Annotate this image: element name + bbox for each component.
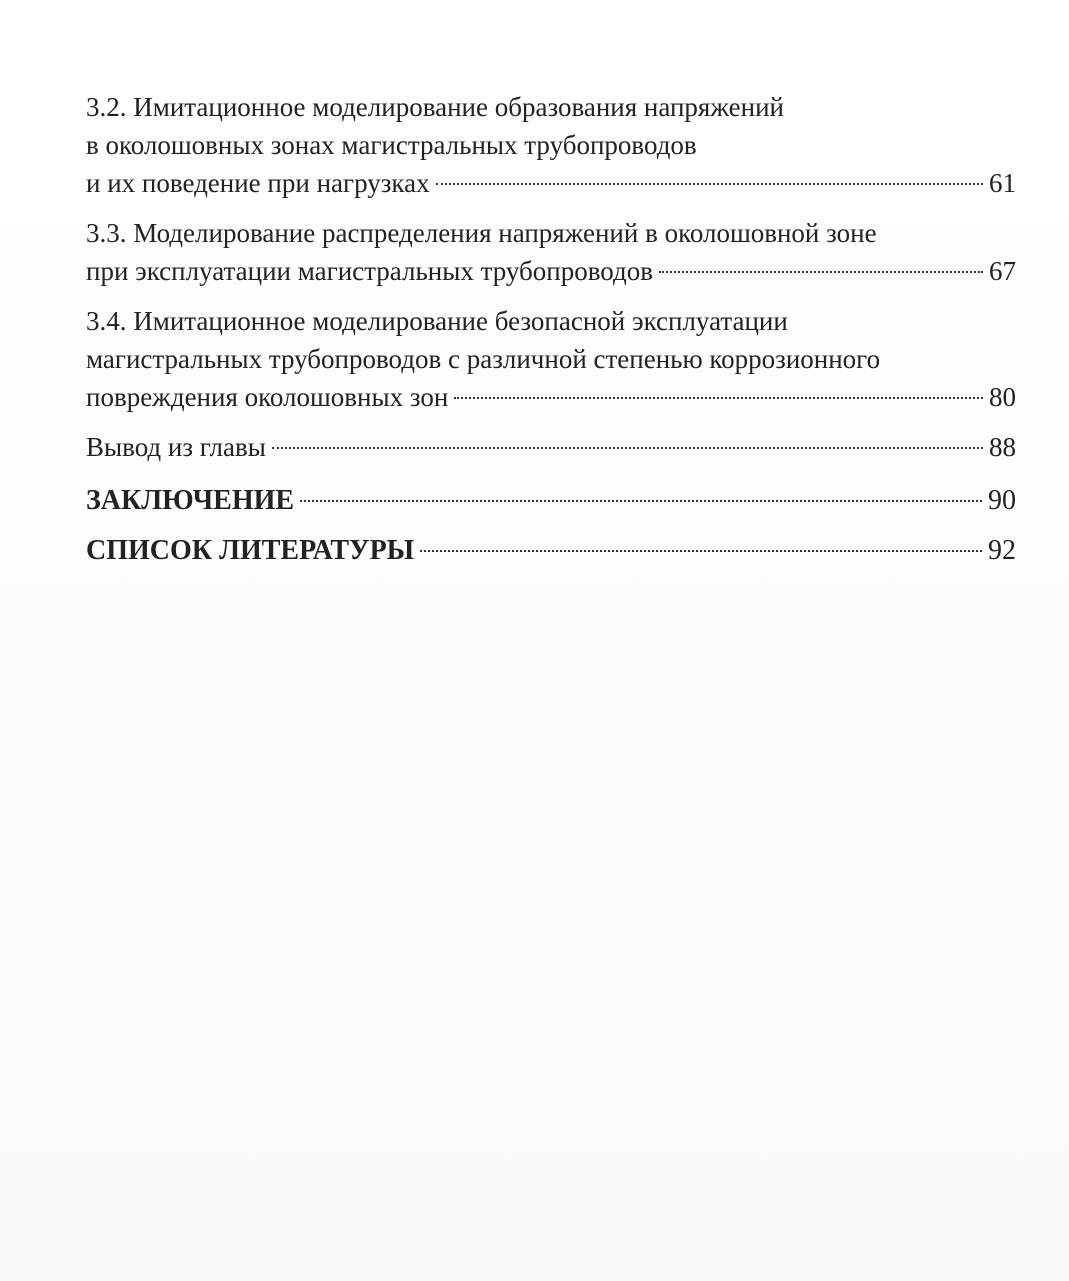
dot-leader <box>272 447 983 449</box>
page-number: 88 <box>989 432 1016 462</box>
toc-entry-line: 3.4. Имитационное моделирование безопасной эксплуатации <box>86 306 788 336</box>
toc-entry-references[interactable] <box>86 530 1016 572</box>
toc-entry-text: при эксплуатации магистральных трубопроводов <box>86 256 653 286</box>
toc-entry-last-line <box>86 428 1016 466</box>
page-number: 92 <box>988 535 1016 566</box>
toc-entry-chapter-conclusion[interactable] <box>86 428 1016 466</box>
toc-entry-3-2[interactable] <box>86 88 1016 202</box>
toc-entry-last-line <box>86 480 1016 522</box>
toc-entry-text: Вывод из главы <box>86 432 266 462</box>
toc-entry-line: 3.3. Моделирование распределения напряжений в околошовной зоне <box>86 218 877 248</box>
table-of-contents <box>86 88 1016 572</box>
toc-entry-line: в околошовных зонах магистральных трубопроводов <box>86 130 697 160</box>
toc-entry-last-line <box>86 252 1016 290</box>
dot-leader <box>436 183 983 185</box>
toc-entry-3-4[interactable] <box>86 302 1016 416</box>
toc-entry-text: повреждения околошовных зон <box>86 382 449 412</box>
toc-entry-last-line <box>86 378 1016 416</box>
dot-leader <box>420 550 982 552</box>
toc-entry-text: СПИСОК ЛИТЕРАТУРЫ <box>86 535 415 566</box>
page-number: 80 <box>989 382 1016 412</box>
dot-leader <box>300 500 982 502</box>
toc-entry-last-line <box>86 164 1016 202</box>
toc-entry-text: ЗАКЛЮЧЕНИЕ <box>86 485 295 516</box>
toc-entry-3-3[interactable] <box>86 214 1016 290</box>
page-number: 90 <box>988 485 1016 516</box>
toc-entry-line: 3.2. Имитационное моделирование образования напряжений <box>86 92 784 122</box>
page-number: 67 <box>989 256 1016 286</box>
toc-entry-line: магистральных трубопроводов с различной степенью коррозионного <box>86 344 881 374</box>
page-number: 61 <box>989 168 1016 198</box>
dot-leader <box>659 271 983 273</box>
toc-entry-last-line <box>86 530 1016 572</box>
toc-entry-text: и их поведение при нагрузках <box>86 168 430 198</box>
dot-leader <box>454 397 983 399</box>
toc-entry-conclusion[interactable] <box>86 480 1016 522</box>
